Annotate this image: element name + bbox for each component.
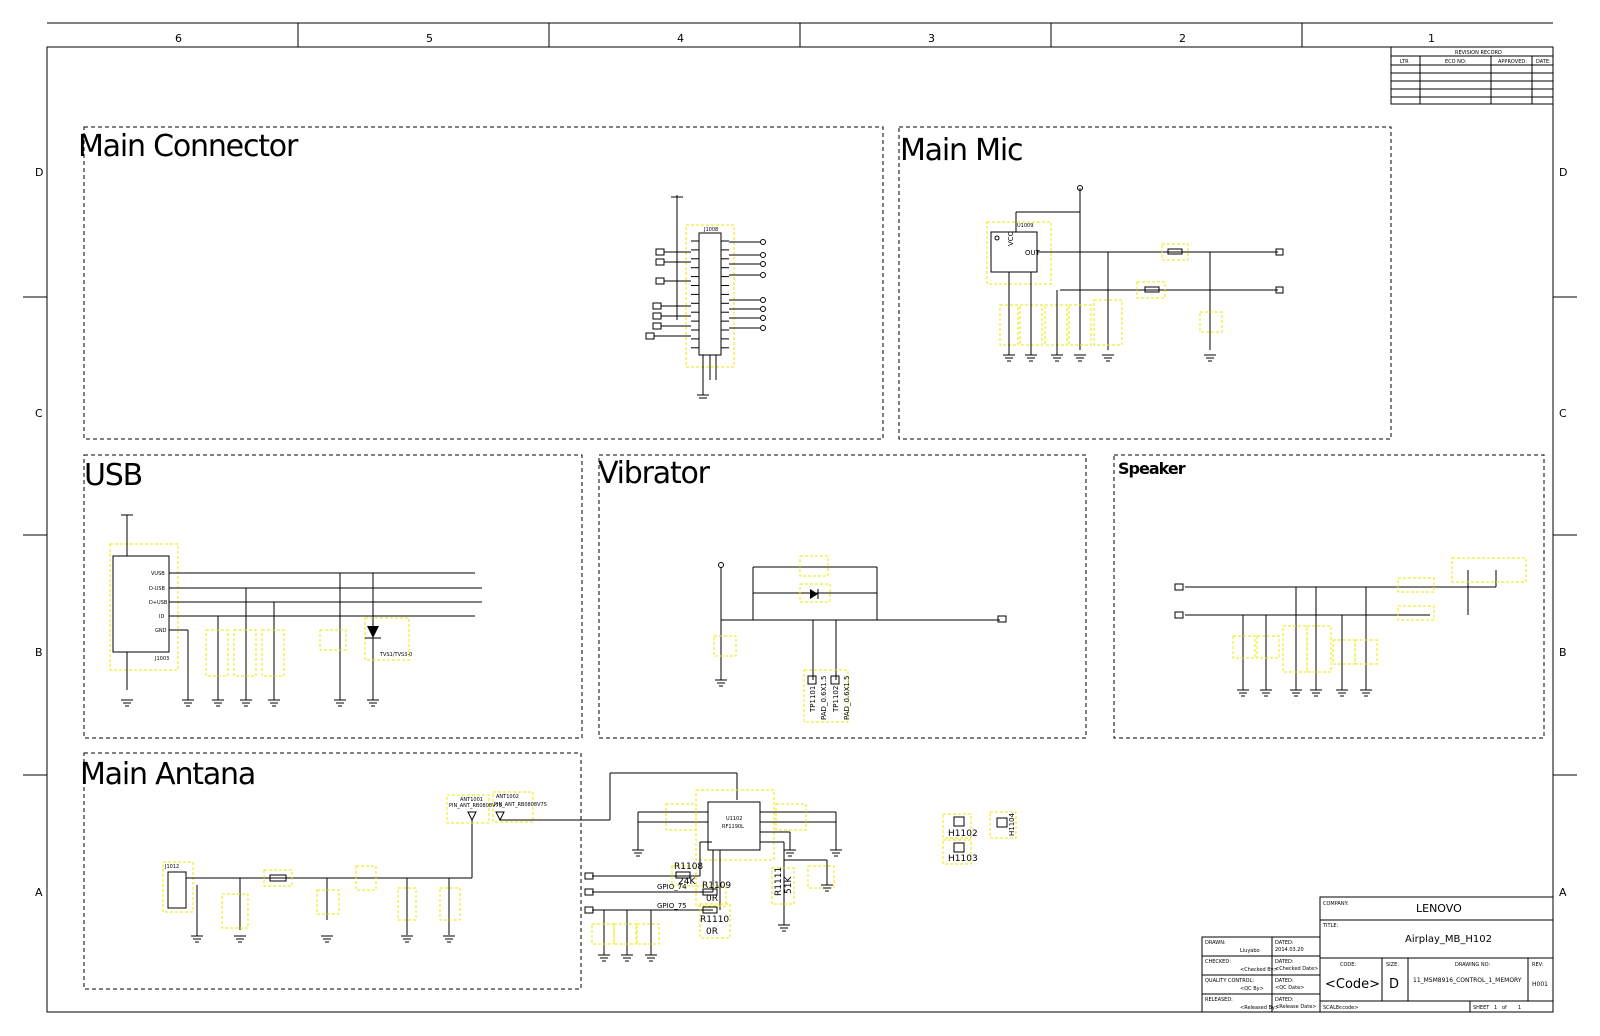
ground-symbol	[367, 700, 379, 706]
drawing-title: Airplay_MB_H102	[1405, 934, 1492, 945]
ground-symbol	[321, 936, 333, 942]
vibrator-pad-size: PAD_0.6X1.5	[820, 675, 828, 720]
port-symbol	[761, 316, 766, 321]
rf-label: 0R	[706, 927, 718, 937]
port-symbol	[761, 307, 766, 312]
ground-symbol	[784, 850, 796, 856]
size-value: D	[1389, 977, 1400, 992]
sign-row-date: 2014.03.20	[1275, 947, 1304, 953]
drawing-no: 11_MSM8916_CONTROL_1_MEMORY	[1413, 977, 1522, 984]
col-label: 6	[175, 32, 182, 45]
rf-switch-ref: U1102	[726, 816, 743, 822]
mic-vcc-pin: VCC	[1007, 231, 1015, 246]
revision-record-table	[1391, 47, 1553, 104]
revision-header: LTR	[1400, 59, 1409, 65]
col-label: 1	[1428, 32, 1435, 45]
port-symbol	[656, 278, 664, 284]
vibrator-symbol	[714, 556, 1006, 722]
port-symbol	[761, 298, 766, 303]
sign-row-date: <Checked Date>	[1275, 966, 1319, 972]
col-label: 5	[426, 32, 433, 45]
ant-label: ANT1002	[496, 794, 519, 800]
ground-symbol	[598, 955, 610, 961]
ant-value: PIN_ANT_RB0808V7S	[494, 802, 547, 808]
main-connector-symbol	[671, 195, 734, 398]
row-label: A	[35, 886, 43, 899]
sheet-label: SHEET	[1473, 1005, 1490, 1011]
vibrator-grounds	[715, 680, 727, 686]
hole-ref: H1104	[1008, 812, 1016, 836]
port-symbol	[653, 313, 661, 319]
ground-symbol	[830, 850, 842, 856]
rf-label: 24K	[678, 877, 696, 887]
ant-label: ANT1001	[460, 797, 483, 803]
port-symbol	[646, 333, 654, 339]
ground-symbol	[1003, 355, 1015, 361]
sign-row-label: CHECKED:	[1205, 959, 1231, 965]
sign-row-name: <QC By>	[1240, 986, 1264, 992]
main-mic-block	[899, 127, 1391, 439]
ground-symbol	[401, 936, 413, 942]
row-label: D	[1559, 166, 1568, 179]
usb-pin: D+USB	[149, 600, 168, 606]
ground-symbol	[715, 680, 727, 686]
ground-symbol	[1336, 690, 1348, 696]
ground-symbol	[1051, 355, 1063, 361]
ground-symbol	[778, 925, 790, 931]
rf-label: R1109	[702, 881, 732, 891]
ground-symbol	[212, 700, 224, 706]
ground-symbol	[1102, 355, 1114, 361]
ground-symbol	[268, 700, 280, 706]
vibrator-pad-size: PAD_0.6X1.5	[843, 675, 851, 720]
sign-row-name: <Checked By>	[1240, 967, 1278, 973]
sign-row-date: <Release Date>	[1275, 1004, 1317, 1010]
revision-header: DATE:	[1536, 59, 1551, 65]
main-antenna-grounds	[191, 936, 455, 942]
rev-label: REV:	[1532, 962, 1544, 968]
rf-label: 51K	[784, 876, 794, 894]
ground-symbol	[1260, 690, 1272, 696]
usb-title: USB	[84, 458, 142, 493]
main-antenna-symbol	[163, 792, 547, 936]
company-label: COMPANY:	[1323, 901, 1349, 907]
row-label: D	[35, 166, 44, 179]
sign-row-date: <QC Date>	[1275, 985, 1305, 991]
revision-header: APPROVED:	[1498, 59, 1527, 65]
rf-switch-part: RF1190L	[722, 824, 744, 830]
port-symbol	[761, 262, 766, 267]
revision-header: ECO NO:	[1445, 59, 1467, 65]
port-symbol	[761, 273, 766, 278]
ground-symbol	[1237, 690, 1249, 696]
port-symbol	[653, 303, 661, 309]
usb-pin: D-USB	[149, 586, 165, 592]
usb-pin: ID	[159, 614, 165, 620]
ground-symbol	[191, 936, 203, 942]
ground-symbol	[443, 936, 455, 942]
ant-value: PIN_ANT_RB0808V7S	[449, 803, 502, 809]
ground-symbol	[234, 936, 246, 942]
usb-connector-symbol	[110, 515, 482, 700]
ground-symbol	[1025, 355, 1037, 361]
hole-ref: H1103	[948, 854, 978, 864]
sign-row-date-label: DATED:	[1275, 959, 1294, 965]
row-ruler	[23, 297, 1577, 775]
main-connector-pins	[646, 240, 766, 348]
ground-symbol	[1074, 355, 1086, 361]
connector-ref: J1008	[704, 227, 719, 233]
row-label: C	[1559, 407, 1567, 420]
scale-value: <code>	[1338, 1005, 1359, 1011]
ground-symbol	[1290, 690, 1302, 696]
ground-symbol	[645, 955, 657, 961]
usb-pin: VUSB	[151, 571, 165, 577]
title-block	[1202, 897, 1553, 1012]
ground-symbol	[182, 700, 194, 706]
sign-row-label: QUALITY CONTROL:	[1205, 978, 1255, 984]
ground-symbol	[621, 955, 633, 961]
main-antenna-title: Main Antana	[80, 757, 256, 792]
mic-ref: U1009	[1017, 223, 1034, 229]
row-label: C	[35, 407, 43, 420]
vibrator-title: Vibrator	[598, 456, 709, 491]
usb-pin: GND	[155, 628, 167, 634]
port-symbol	[653, 323, 661, 329]
ground-symbol	[121, 700, 133, 706]
sheet-of: of	[1502, 1005, 1507, 1011]
vibrator-pad-ref: TP1102	[832, 685, 840, 712]
main-mic-grounds	[1003, 355, 1216, 361]
column-ruler	[47, 23, 1553, 47]
drawing-no-label: DRAWING NO:	[1455, 962, 1491, 968]
usb-grounds	[121, 700, 379, 706]
title-label: TITLE:	[1323, 923, 1339, 929]
usb-ref: J1003	[155, 656, 170, 662]
sign-row-date-label: DATED:	[1275, 997, 1294, 1003]
company-name: LENOVO	[1416, 902, 1462, 915]
sign-row-label: RELEASED:	[1205, 997, 1233, 1003]
speaker-title: Speaker	[1118, 459, 1185, 478]
ground-symbol	[334, 700, 346, 706]
sign-row-label: DRAWN:	[1205, 940, 1226, 946]
col-label: 2	[1179, 32, 1186, 45]
port-symbol	[761, 326, 766, 331]
col-label: 4	[677, 32, 684, 45]
ground-symbol	[1310, 690, 1322, 696]
revision-title: REVISION RECORD	[1455, 50, 1502, 56]
rf-label: 0R	[706, 894, 718, 904]
ground-symbol	[240, 700, 252, 706]
rf-label: R1111	[774, 866, 784, 896]
rf-label: R1108	[674, 862, 704, 872]
rev-value: H001	[1532, 981, 1548, 988]
scale-label: SCALE:	[1323, 1005, 1341, 1011]
sign-row-date-label: DATED:	[1275, 940, 1294, 946]
speaker-grounds	[1237, 690, 1372, 696]
sheet-value: 1	[1494, 1005, 1498, 1011]
rf-gpio-label: GPIO_74	[657, 883, 687, 891]
row-label: B	[1559, 646, 1567, 659]
main-mic-symbol	[987, 186, 1283, 356]
usb-tvs-ref: TVS1/TVS3-0	[380, 652, 413, 658]
sign-row-name: Liuyabo	[1240, 948, 1260, 954]
main-mic-title: Main Mic	[900, 133, 1023, 168]
usb-block	[84, 455, 582, 738]
mic-out-pin: OUT	[1025, 249, 1040, 257]
sheet-border	[47, 47, 1553, 1012]
col-label: 3	[928, 32, 935, 45]
port-symbol	[761, 240, 766, 245]
ground-symbol	[1360, 690, 1372, 696]
antenna-ref: J1012	[165, 864, 180, 870]
size-label: SIZE:	[1386, 962, 1399, 968]
hole-ref: H1102	[948, 829, 978, 839]
port-symbol	[656, 259, 664, 265]
speaker-block	[1114, 455, 1544, 738]
row-label: B	[35, 646, 43, 659]
code-label: CODE:	[1340, 962, 1357, 968]
port-symbol	[761, 253, 766, 258]
rf-label: R1110	[700, 915, 730, 925]
main-connector-block	[84, 127, 883, 439]
main-connector-title: Main Connector	[78, 129, 298, 164]
sign-row-date-label: DATED:	[1275, 978, 1294, 984]
sheet-total: 1	[1518, 1005, 1522, 1011]
port-symbol	[656, 249, 664, 255]
sign-row-name: <Released By>	[1240, 1005, 1280, 1011]
mounting-holes	[943, 812, 1016, 864]
speaker-symbol	[1175, 558, 1526, 690]
row-label: A	[1559, 886, 1567, 899]
vibrator-pad-ref: TP1101	[809, 685, 817, 712]
ground-symbol	[1204, 355, 1216, 361]
rf-gpio-label: GPIO_75	[657, 902, 687, 910]
ground-symbol	[632, 850, 644, 856]
code-value: <Code>	[1325, 977, 1381, 992]
